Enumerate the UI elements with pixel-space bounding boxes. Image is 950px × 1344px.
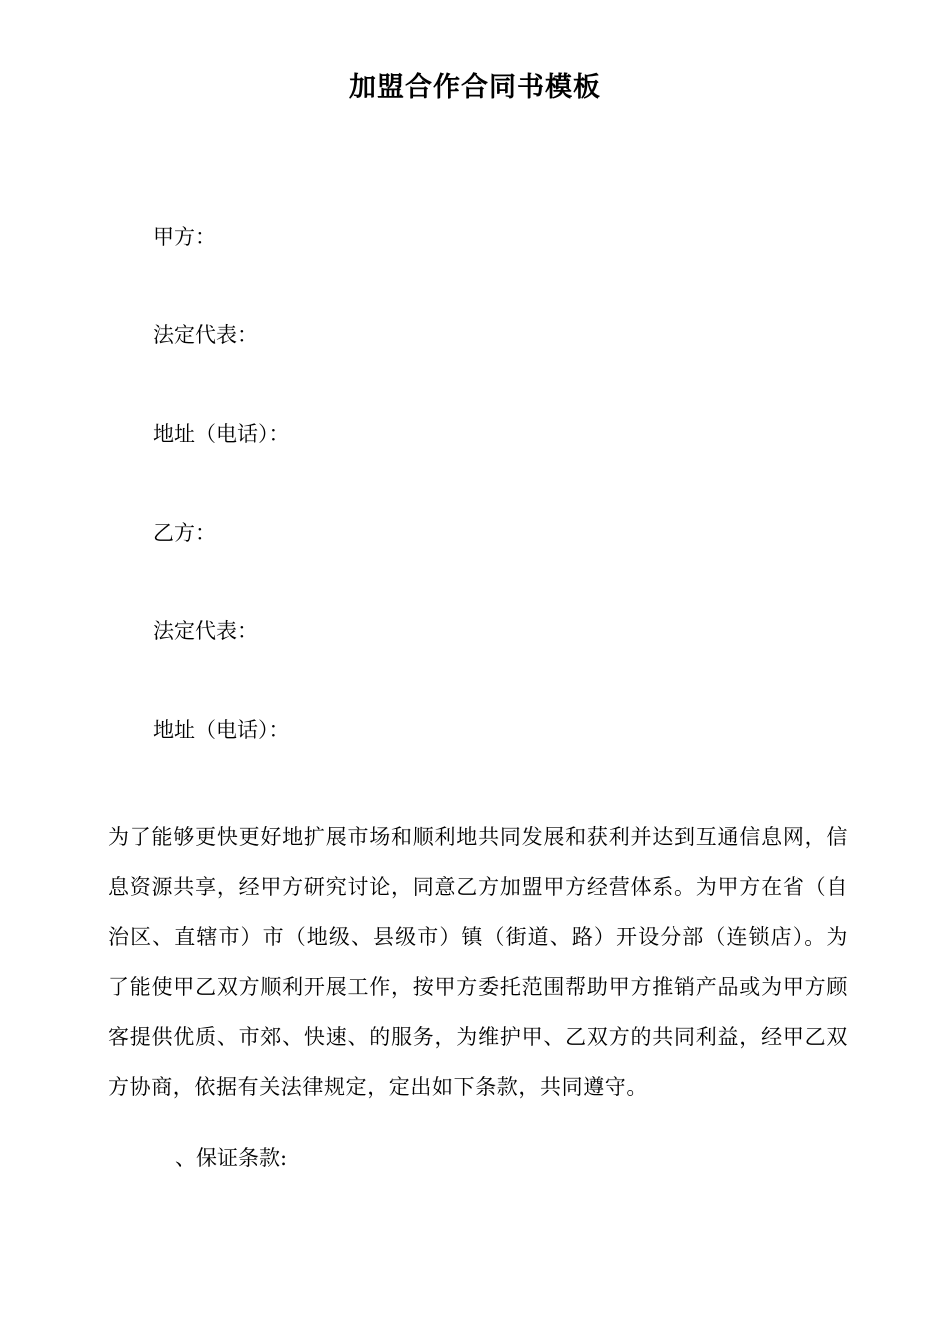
- party-a-name-label: 甲方：: [153, 225, 216, 249]
- party-b-name-label: 乙方：: [153, 521, 216, 545]
- intro-paragraph: 为了能够更快更好地扩展市场和顺利地共同发展和获利并达到互通信息网，信息资源共享，经甲方研究讨论，同意乙方加盟甲方经营体系。为甲方在省（自治区、直辖市）市（地级、县级市）镇（街道、路）开设分部（连锁店）。为了能使甲乙双方顺利开展工作，按甲方委托范围帮助甲方推销产品或为甲方顾客提供优质、市郊、快速、的服务，为维护甲、乙双方的共同利益，经甲乙双方协商，依据有关法律规定，定出如下条款，共同遵守。: [108, 825, 848, 1099]
- party-a-representative-label: 法定代表：: [153, 323, 258, 347]
- party-b-address-label: 地址（电话）：: [153, 718, 290, 742]
- party-b-representative-label: 法定代表：: [153, 619, 258, 643]
- document-title: 加盟合作合同书模板: [349, 72, 601, 103]
- party-a-address-label: 地址（电话）：: [153, 422, 290, 446]
- section-heading-guarantee: 、保证条款:: [175, 1146, 288, 1170]
